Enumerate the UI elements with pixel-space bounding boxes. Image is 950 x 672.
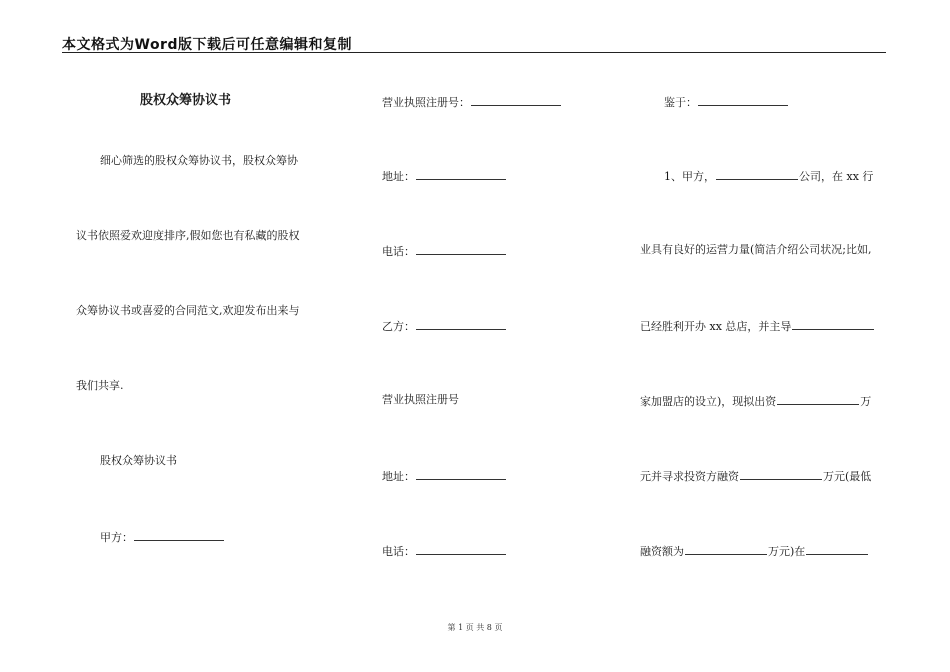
address-blank-1 (416, 168, 506, 180)
intro-line-2: 议书依照爱欢迎度排序,假如您也有私藏的股权 (76, 229, 300, 242)
party-b-field (382, 318, 507, 334)
phone-blank-1 (416, 243, 506, 255)
phone-field-2 (382, 543, 507, 559)
license-number-label-1: 营业执照注册号： (382, 96, 470, 109)
clause-1-line-4 (640, 393, 871, 409)
party-a-blank (134, 529, 224, 541)
clause-1-line-6-mid: 万元)在 (768, 545, 806, 558)
phone-label-2: 电话： (382, 545, 415, 558)
phone-label-1: 电话： (382, 245, 415, 258)
party-a-label: 甲方： (100, 531, 133, 544)
phone-blank-2 (416, 543, 506, 555)
financing-amount-blank (740, 468, 822, 480)
agreement-subtitle: 股权众筹协议书 (100, 454, 177, 467)
license-number-blank-1 (471, 94, 561, 106)
company-name-blank (716, 168, 798, 180)
address-field-2 (382, 468, 507, 484)
license-number-field-1 (382, 94, 562, 110)
clause-1-line-2: 业具有良好的运营力量(简洁介绍公司状况;比如, (640, 243, 872, 256)
franchise-count-blank (792, 318, 874, 330)
whereas-field (664, 94, 789, 110)
location-blank (806, 543, 868, 555)
whereas-label: 鉴于： (664, 96, 697, 109)
investment-amount-blank (777, 393, 859, 405)
address-blank-2 (416, 468, 506, 480)
intro-line-1: 细心筛选的股权众筹协议书，股权众筹协 (100, 154, 298, 167)
document-title: 股权众筹协议书 (140, 93, 232, 108)
clause-1-prefix: 1、甲方， (664, 170, 715, 183)
page-number: 第 1 页 共 8 页 (447, 623, 503, 632)
clause-1-line-6-text: 融资额为 (640, 545, 684, 558)
clause-1-line-5-suffix: 万元(最低 (823, 470, 872, 483)
clause-1-line-1 (664, 168, 873, 184)
clause-1-suffix: 公司，在 xx 行 (799, 170, 874, 183)
address-label-2: 地址： (382, 470, 415, 483)
clause-1-line-4-suffix: 万 (860, 395, 872, 408)
party-a-field (100, 529, 225, 545)
clause-1-line-3-text: 已经胜利开办 xx 总店，并主导 (640, 320, 792, 333)
license-number-label-2: 营业执照注册号 (382, 393, 459, 406)
intro-line-4: 我们共享. (76, 379, 124, 392)
whereas-blank (698, 94, 788, 106)
address-field-1 (382, 168, 507, 184)
party-b-blank (416, 318, 506, 330)
clause-1-line-6 (640, 543, 869, 559)
clause-1-line-4-text: 家加盟店的设立)，现拟出资 (640, 395, 777, 408)
intro-line-3: 众筹协议书或喜爱的合同范文,欢迎发布出来与 (76, 304, 300, 317)
minimum-financing-blank (685, 543, 767, 555)
header-divider (62, 52, 886, 53)
clause-1-line-3 (640, 318, 875, 334)
clause-1-line-5-text: 元并寻求投资方融资 (640, 470, 739, 483)
page-header-title: 本文格式为Word版下载后可任意编辑和复制 (62, 37, 352, 53)
party-b-label: 乙方： (382, 320, 415, 333)
phone-field-1 (382, 243, 507, 259)
clause-1-line-5 (640, 468, 871, 484)
address-label-1: 地址： (382, 170, 415, 183)
